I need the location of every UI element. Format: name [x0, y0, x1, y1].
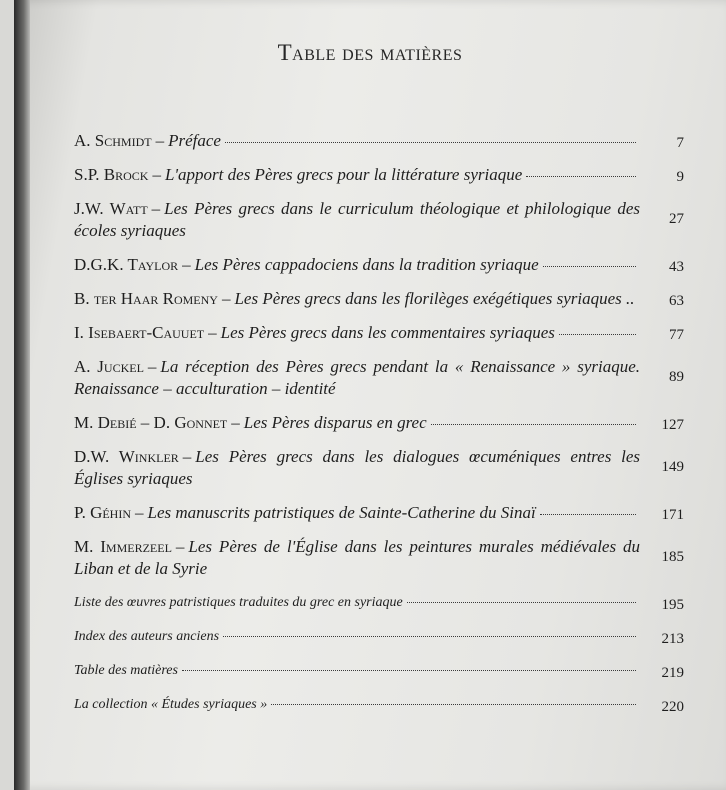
entry-page: 9	[676, 169, 684, 185]
entry-page: 185	[661, 549, 684, 565]
entry-author: M. Debié – D. Gonnet	[74, 413, 228, 432]
toc-entry: M. Debié – D. Gonnet – Les Pères disparus en grec 127	[74, 412, 684, 434]
entry-title: L'apport des Pères grecs pour la littérature syriaque	[164, 165, 523, 184]
entry-author: A. Schmidt	[74, 131, 152, 150]
entry-title: Les Pères cappadociens dans la tradition syriaque	[194, 255, 539, 274]
entry-page: 27	[669, 211, 684, 227]
toc-appendix	[74, 694, 684, 716]
entry-author: M. Immerzeel	[74, 537, 172, 556]
toc-entry: P. Géhin – Les manuscrits patristiques de Sainte-Catherine du Sinaï 171	[74, 502, 684, 524]
appendix-title: La collection « Études syriaques »	[74, 697, 268, 712]
toc-entry: D.W. Winkler – Les Pères grecs dans les dialogues œcuméniques entres les Églises syriaques 149	[74, 447, 684, 488]
toc-appendix	[74, 626, 684, 648]
toc-entry: S.P. Brock – L'apport des Pères grecs pour la littérature syriaque 9	[74, 164, 684, 186]
entry-page: 149	[661, 459, 684, 475]
entry-page: 77	[669, 327, 684, 343]
entry-title: Les Pères grecs dans les florilèges exégétiques syriaques ..	[234, 289, 635, 308]
entry-title: Préface	[168, 131, 221, 150]
entry-page: 171	[661, 507, 684, 523]
entry-author: D.G.K. Taylor	[74, 255, 179, 274]
toc-appendix	[74, 660, 684, 682]
entry-author: I. Isebaert-Cauuet	[74, 323, 205, 342]
entry-title: Les Pères disparus en grec	[243, 413, 427, 432]
entry-title: Les Pères de l'Église dans les peintures murales médiévales du Liban et de la Syrie	[74, 537, 640, 578]
entry-page: 43	[669, 259, 684, 275]
entry-author: A. Juckel	[74, 357, 144, 376]
page-title: Table des matières	[277, 40, 463, 65]
entry-title: La réception des Pères grecs pendant la « Renaissance » syriaque. Renaissance – acculturation – identité	[74, 357, 641, 398]
entry-page: 63	[669, 293, 684, 309]
entry-title: Les Pères grecs dans le curriculum théologique et philologique des écoles syriaques	[74, 199, 640, 240]
toc-entry: M. Immerzeel – Les Pères de l'Église dans les peintures murales médiévales du Liban et de la Syrie 185	[74, 537, 684, 578]
toc-appendix	[74, 592, 684, 614]
appendix-page: 195	[661, 597, 684, 613]
entry-page: 127	[661, 417, 684, 433]
entry-author: B. ter Haar Romeny	[74, 289, 218, 308]
appendix-title: Index des auteurs anciens	[74, 629, 220, 644]
appendix-title: Liste des œuvres patristiques traduites du grec en syriaque	[74, 595, 403, 610]
book-page	[14, 0, 726, 790]
entry-title: Les manuscrits patristiques de Sainte-Catherine du Sinaï	[147, 503, 536, 522]
entry-author: P. Géhin	[74, 503, 132, 522]
appendix-page: 213	[661, 631, 684, 647]
entry-author: S.P. Brock	[74, 165, 149, 184]
appendix-page: 220	[661, 699, 684, 715]
toc-entry: I. Isebaert-Cauuet – Les Pères grecs dans les commentaires syriaques 77	[74, 322, 684, 344]
toc-entry: A. Schmidt – Préface 7	[74, 130, 684, 152]
appendix-page: 219	[661, 665, 684, 681]
entry-author: J.W. Watt	[74, 199, 148, 218]
toc-entry: J.W. Watt – Les Pères grecs dans le curriculum théologique et philologique des écoles syriaques 27	[74, 199, 684, 240]
entry-title: Les Pères grecs dans les commentaires syriaques	[220, 323, 555, 342]
toc-entry: A. Juckel – La réception des Pères grecs pendant la « Renaissance » syriaque. Renaissance – acculturation – identité 89	[74, 357, 684, 398]
toc-entry: B. ter Haar Romeny – Les Pères grecs dans les florilèges exégétiques syriaques .. 63	[74, 288, 684, 310]
entry-page: 89	[669, 369, 684, 385]
toc-entry: D.G.K. Taylor – Les Pères cappadociens dans la tradition syriaque 43	[74, 254, 684, 276]
entry-title: Les Pères grecs dans les dialogues œcuméniques entres les Églises syriaques	[74, 447, 640, 488]
book-spine-shadow	[14, 0, 30, 790]
entry-page: 7	[676, 135, 684, 151]
appendix-title: Table des matières	[74, 663, 178, 678]
entry-author: D.W. Winkler	[74, 447, 179, 466]
table-of-contents	[74, 130, 684, 728]
